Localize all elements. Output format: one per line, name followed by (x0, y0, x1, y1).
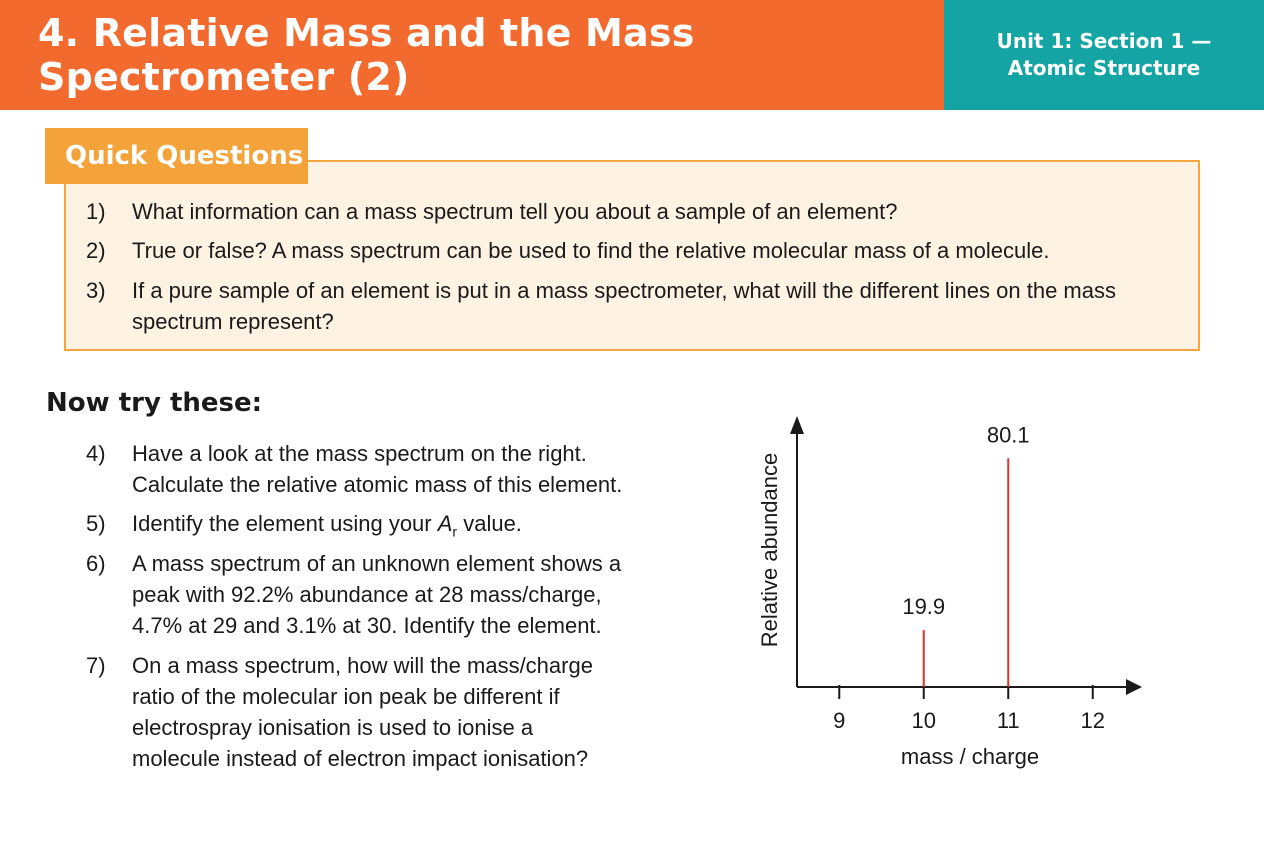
header-banner (0, 0, 944, 110)
question-number: 5) (86, 511, 106, 536)
question-text: peak with 92.2% abundance at 28 mass/charge, (132, 582, 602, 607)
unit-badge (944, 0, 1264, 110)
x-tick-label: 10 (911, 708, 936, 733)
now-try-heading: Now try these: (46, 388, 263, 418)
question-number: 3) (86, 278, 106, 303)
question-text: If a pure sample of an element is put in a mass spectrometer, what will the different lines on the mass (132, 278, 1116, 303)
page-title: 4. Relative Mass and the Mass Spectrometer (2) (38, 11, 695, 99)
unit-line-2: Atomic Structure (1007, 56, 1201, 80)
x-tick-label: 9 (833, 708, 846, 733)
question-text: electrospray ionisation is used to ionise a (132, 715, 534, 740)
question-text: 4.7% at 29 and 3.1% at 30. Identify the element. (132, 613, 602, 638)
x-tick-label: 11 (996, 708, 1020, 733)
question-number: 4) (86, 441, 106, 466)
question-text: A mass spectrum of an unknown element shows a (132, 551, 622, 576)
y-axis-arrow (790, 416, 804, 434)
x-axis-label: mass / charge (900, 744, 1040, 769)
question-number: 7) (86, 653, 106, 678)
peak-data-label: 19.9 (902, 594, 946, 620)
question-text: ratio of the molecular ion peak be different if (132, 684, 560, 709)
x-axis-arrow (1126, 679, 1142, 695)
question-text: Calculate the relative atomic mass of this element. (132, 472, 623, 497)
quick-questions-tab: Quick Questions (45, 128, 308, 184)
peak-data-label: 80.1 (986, 422, 1030, 448)
ar-subscript: r (452, 523, 458, 540)
question-number: 6) (86, 551, 106, 576)
question-text-before: Identify the element using your (132, 511, 438, 536)
x-tick-label: 12 (1080, 708, 1105, 733)
unit-line-1: Unit 1: Section 1 — (996, 29, 1212, 53)
question-text: On a mass spectrum, how will the mass/charge (132, 653, 593, 678)
question-text: What information can a mass spectrum tell you about a sample of an element? (132, 199, 898, 224)
y-axis-label: Relative abundance (757, 452, 782, 648)
question-text: molecule instead of electron impact ionisation? (132, 746, 589, 771)
question-text: spectrum represent? (132, 309, 334, 334)
ar-symbol: A (437, 511, 453, 536)
question-number: 1) (86, 199, 106, 224)
mass-spectrum-chart (740, 400, 1160, 800)
question-text: True or false? A mass spectrum can be used to find the relative molecular mass of a molecule. (132, 238, 1050, 263)
question-number: 2) (86, 238, 106, 263)
question-text-after: value. (457, 511, 522, 536)
question-text (132, 508, 672, 547)
question-text: Have a look at the mass spectrum on the right. (132, 441, 587, 466)
